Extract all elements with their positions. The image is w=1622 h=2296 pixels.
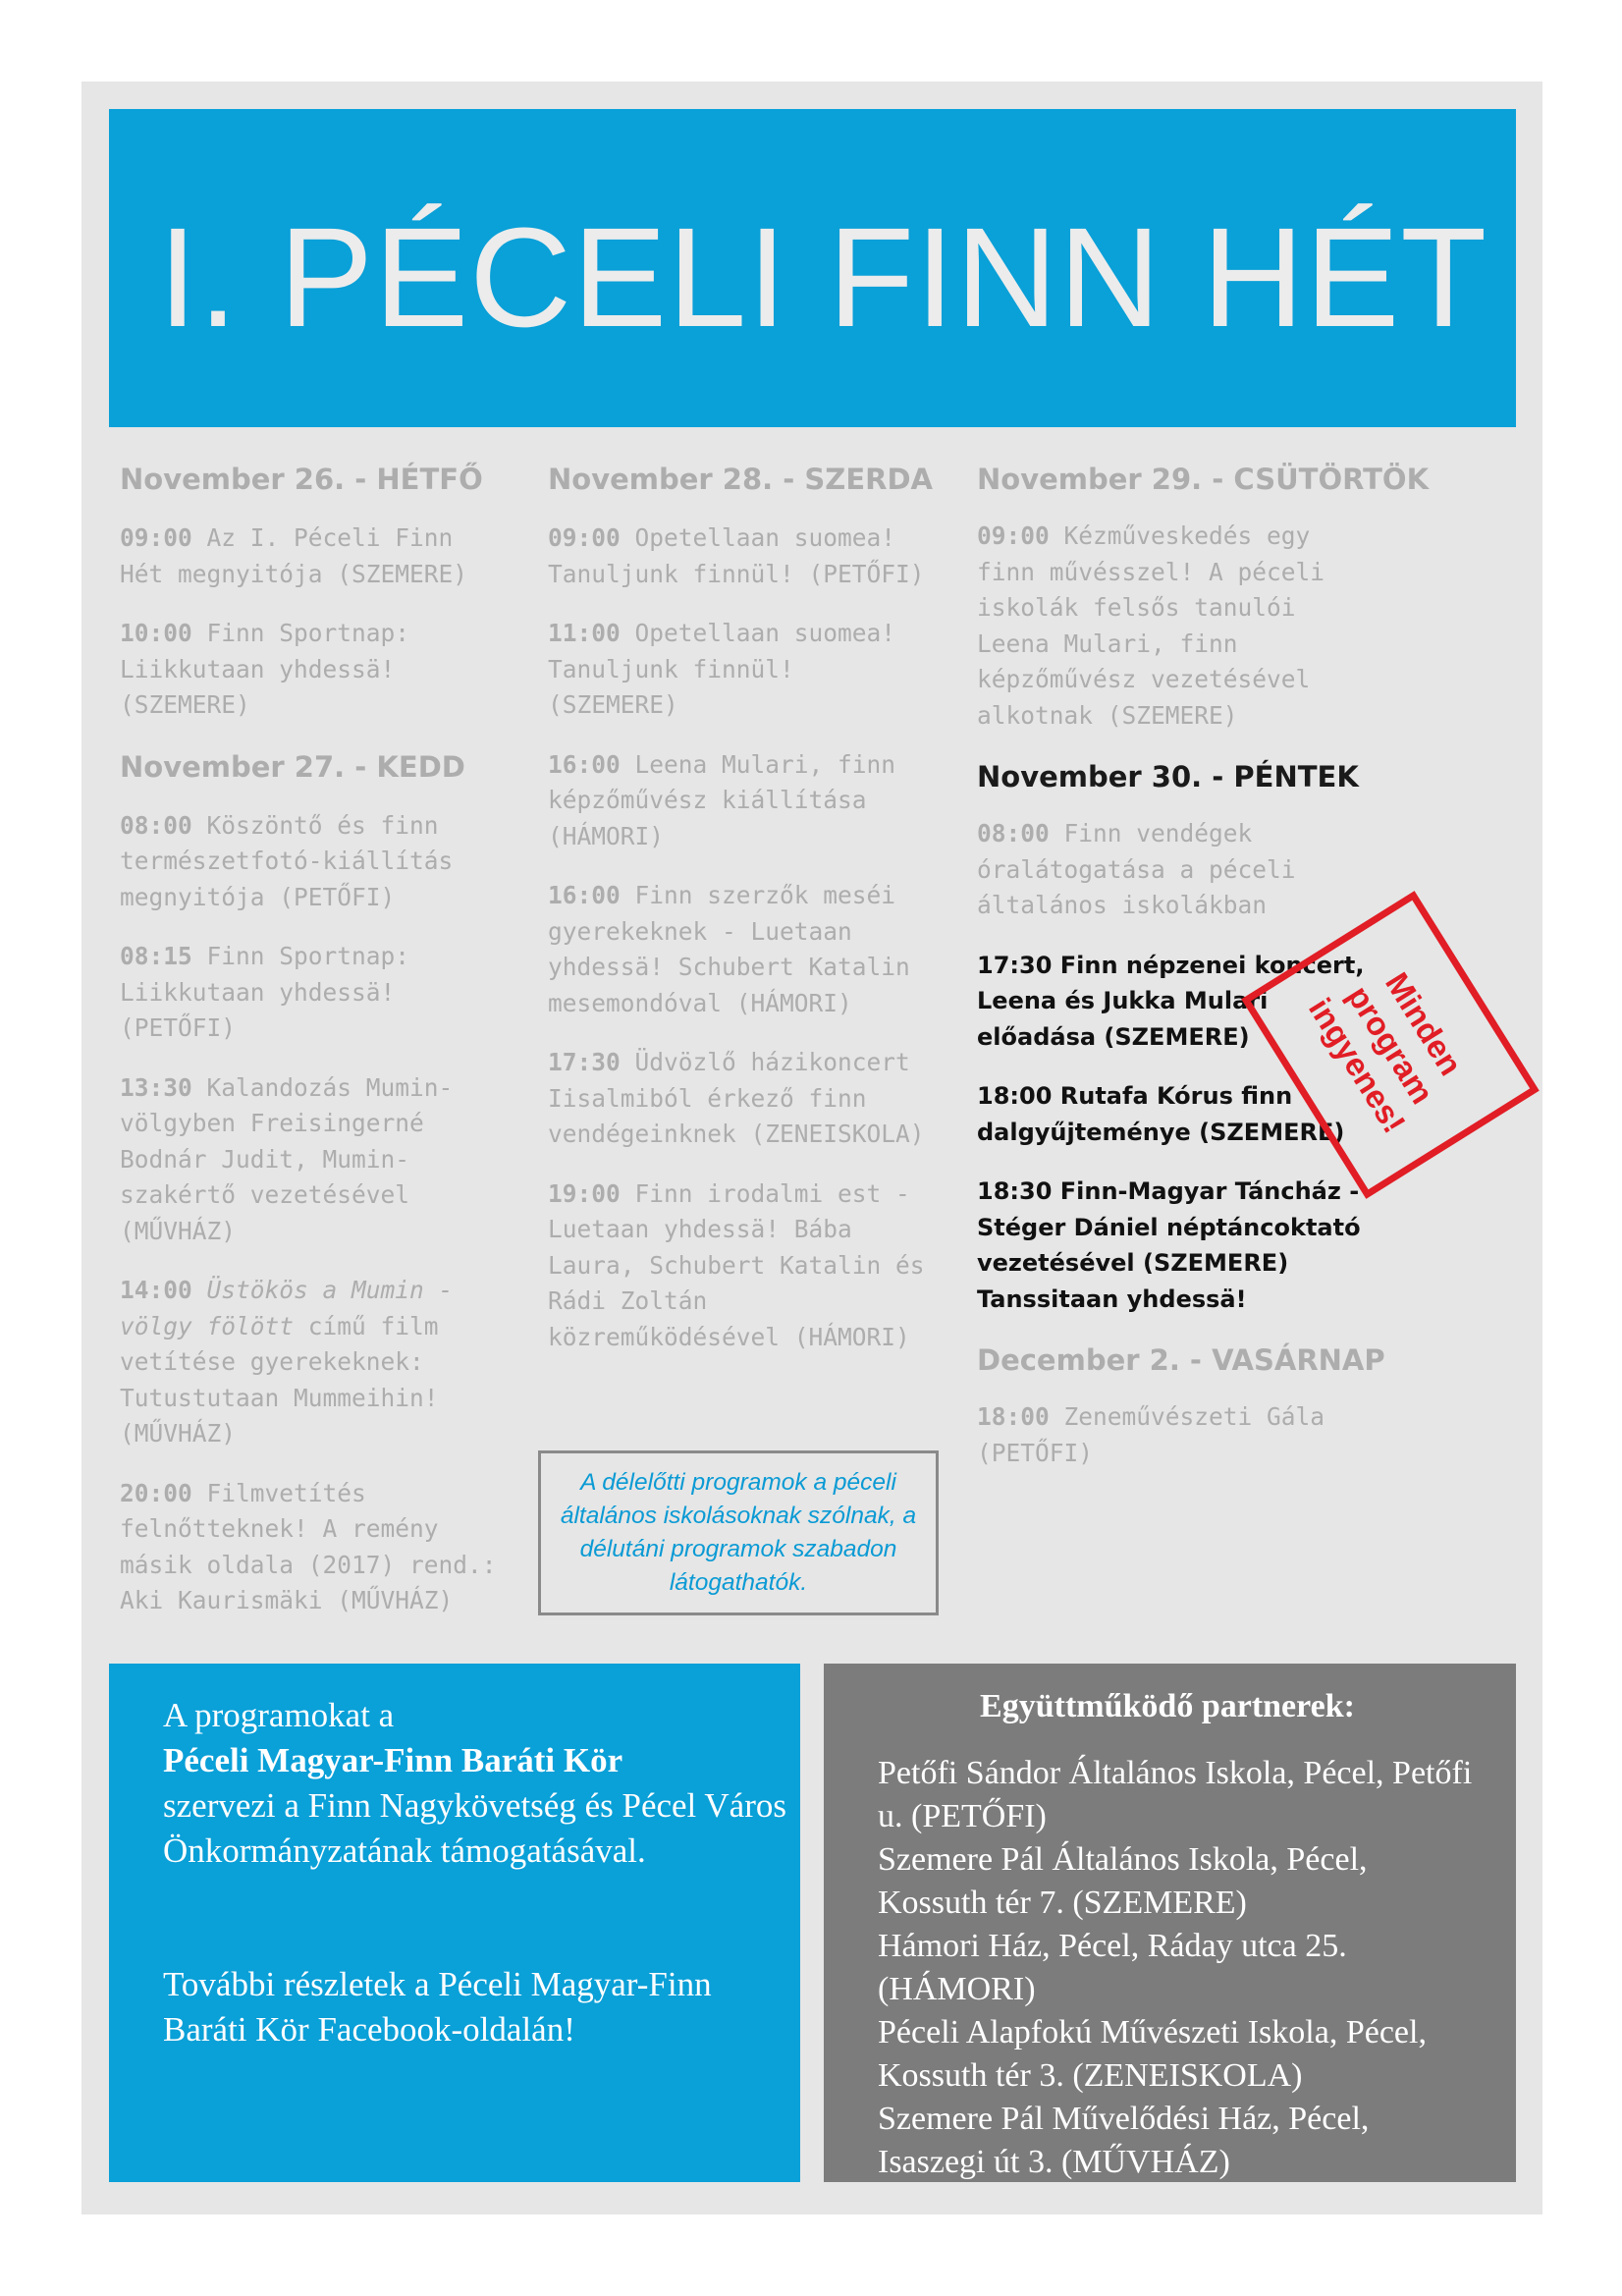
event-item — [548, 1176, 931, 1356]
day-heading: December 2. - VASÁRNAP — [977, 1343, 1385, 1377]
event-time: 09:00 — [120, 523, 192, 552]
event-description: Opetellaan suomea! Tanuljunk finnül! (SZEMERE) — [548, 619, 896, 719]
event-description: Üdvözlő házikoncert Iisalmiból érkező finn vendégeinknek (ZENEISKOLA) — [548, 1048, 925, 1148]
event-time: 10:00 — [120, 619, 192, 647]
event-time: 16:00 — [548, 881, 621, 909]
event-item — [120, 616, 503, 724]
event-time: 20:00 — [120, 1478, 192, 1507]
event-item — [120, 1273, 503, 1452]
event-item — [548, 1045, 931, 1153]
day-heading: November 27. - KEDD — [120, 749, 465, 784]
event-time: 08:00 — [977, 819, 1050, 847]
event-description: Kalandozás Mumin-völgyben Freisingerné Bodnár Judit, Mumin-szakértő vezetésével (MŰVHÁZ) — [120, 1072, 454, 1245]
event-description: Filmvetítés felnőtteknek! A remény másik oldala (2017) rend.: Aki Kaurismäki (MŰVHÁZ) — [120, 1478, 497, 1614]
partner-item: Szemere Pál Általános Iskola, Pécel, Kossuth tér 7. (SZEMERE) — [878, 1841, 1368, 1921]
organizer-panel — [109, 1664, 800, 2182]
event-description: Finn népzenei koncert, Leena és Jukka Mulari előadása (SZEMERE) — [977, 951, 1365, 1051]
event-item — [120, 939, 503, 1047]
event-time: 19:00 — [548, 1178, 621, 1208]
event-time: 18:00 — [977, 1082, 1053, 1110]
event-time: 18:00 — [977, 1402, 1050, 1431]
event-item — [548, 616, 931, 724]
partner-item: Péceli Alapfokú Művészeti Iskola, Pécel, Kossuth tér 3. (ZENEISKOLA) — [878, 2014, 1427, 2094]
partners-heading: Együttműködő partnerek: — [980, 1688, 1355, 1724]
day-heading: November 28. - SZERDA — [548, 463, 933, 496]
event-description: Köszöntő és finn természetfotó-kiállítás megnyitója (PETŐFI) — [120, 810, 454, 911]
event-description: Finn szerzők meséi gyerekeknek - Luetaan yhdessä! Schubert Katalin mesemondóval (HÁMORI) — [548, 881, 910, 1017]
event-time: 18:30 — [977, 1177, 1053, 1205]
event-item — [548, 747, 931, 855]
event-time: 09:00 — [977, 521, 1050, 550]
organizer-lead-2: szervezi a Finn Nagykövetség és Pécel Város Önkormányzatának támogatásával. — [163, 1786, 786, 1870]
organizer-text — [163, 1693, 800, 1874]
partner-item: Szemere Pál Művelődési Ház, Pécel, Isaszegi út 3. (MŰVHÁZ) — [878, 2101, 1370, 2180]
event-item — [120, 520, 503, 592]
event-item — [548, 878, 931, 1021]
event-description: Kézműveskedés egy finn művésszel! A péceli iskolák felsős tanulói Leena Mulari, finn képzőművész vezetésével alkotnak (SZEMERE) — [977, 521, 1325, 730]
event-description: Opetellaan suomea! Tanuljunk finnül! (PETŐFI) — [548, 523, 925, 588]
more-details-text: További részletek a Péceli Magyar-Finn Baráti Kör Facebook-oldalán! — [163, 1965, 712, 2049]
event-item — [977, 1399, 1370, 1471]
event-time: 09:00 — [548, 523, 621, 552]
title-banner — [109, 109, 1516, 427]
event-item — [977, 816, 1370, 924]
free-program-stamp-text: Minden program ingyenes! — [1301, 965, 1470, 1140]
event-description: Zeneművészeti Gála (PETŐFI) — [977, 1402, 1325, 1467]
event-item — [548, 520, 931, 592]
day-heading: November 29. - CSÜTÖRTÖK — [977, 463, 1430, 496]
event-description: Leena Mulari, finn képzőművész kiállítása (HÁMORI) — [548, 749, 896, 850]
event-description: Finn irodalmi est - Luetaan yhdessä! Bába Laura, Schubert Katalin és Rádi Zoltán közreműködésével (HÁMORI) — [548, 1178, 925, 1351]
organizer-name: Péceli Magyar-Finn Baráti Kör — [163, 1741, 623, 1779]
event-description: Finn Sportnap: Liikkutaan yhdessä! (SZEMERE) — [120, 619, 410, 719]
event-time: 08:15 — [120, 942, 192, 970]
schedule-column-2 — [548, 460, 931, 1379]
organizer-lead-1: A programokat a — [163, 1696, 395, 1734]
event-time: 17:30 — [548, 1048, 621, 1076]
schedule-notice-box — [538, 1450, 939, 1615]
event-time: 17:30 — [977, 951, 1053, 979]
event-item — [120, 1476, 503, 1619]
event-item — [120, 808, 503, 916]
event-item — [977, 519, 1370, 734]
event-description: Finn-Magyar Táncház - Stéger Dániel néptáncoktató vezetésével (SZEMERE) Tanssitaan yhdessä! — [977, 1177, 1361, 1313]
event-time: 08:00 — [120, 810, 192, 840]
partner-item: Petőfi Sándor Általános Iskola, Pécel, Petőfi u. (PETŐFI) — [878, 1755, 1473, 1834]
event-item — [977, 1174, 1370, 1317]
day-heading: November 26. - HÉTFŐ — [120, 463, 483, 496]
event-description: Rutafa Kórus finn dalgyűjteménye (SZEMERE) — [977, 1082, 1345, 1146]
schedule-column-1 — [120, 460, 503, 1643]
event-description: Finn vendégek óralátogatása a péceli általános iskolákban — [977, 819, 1296, 919]
event-time: 13:30 — [120, 1072, 192, 1102]
event-time: 16:00 — [548, 749, 621, 779]
schedule-notice-text: A délelőtti programok a péceli általános iskolásoknak szólnak, a délutáni programok szabadon látogathatók. — [560, 1469, 917, 1596]
partner-item: Hámori Ház, Pécel, Ráday utca 25. (HÁMORI) — [878, 1928, 1347, 2007]
day-heading: November 30. - PÉNTEK — [977, 760, 1359, 793]
partners-panel — [824, 1664, 1516, 2182]
event-item — [120, 1070, 503, 1250]
event-description: Finn Sportnap: Liikkutaan yhdessä! (PETŐFI) — [120, 942, 410, 1042]
event-description: Az I. Péceli Finn Hét megnyitója (SZEMERE) — [120, 523, 468, 588]
event-description: című film vetítése gyerekeknek: Tutustutaan Mummeihin! (MŰVHÁZ) — [120, 1311, 439, 1448]
event-title-italic: Üstökös a Mumin - völgy fölött — [120, 1276, 454, 1340]
event-time: 11:00 — [548, 619, 621, 647]
event-time: 14:00 — [120, 1276, 192, 1304]
page-title: I. PÉCELI FINN HÉT — [158, 198, 1488, 356]
